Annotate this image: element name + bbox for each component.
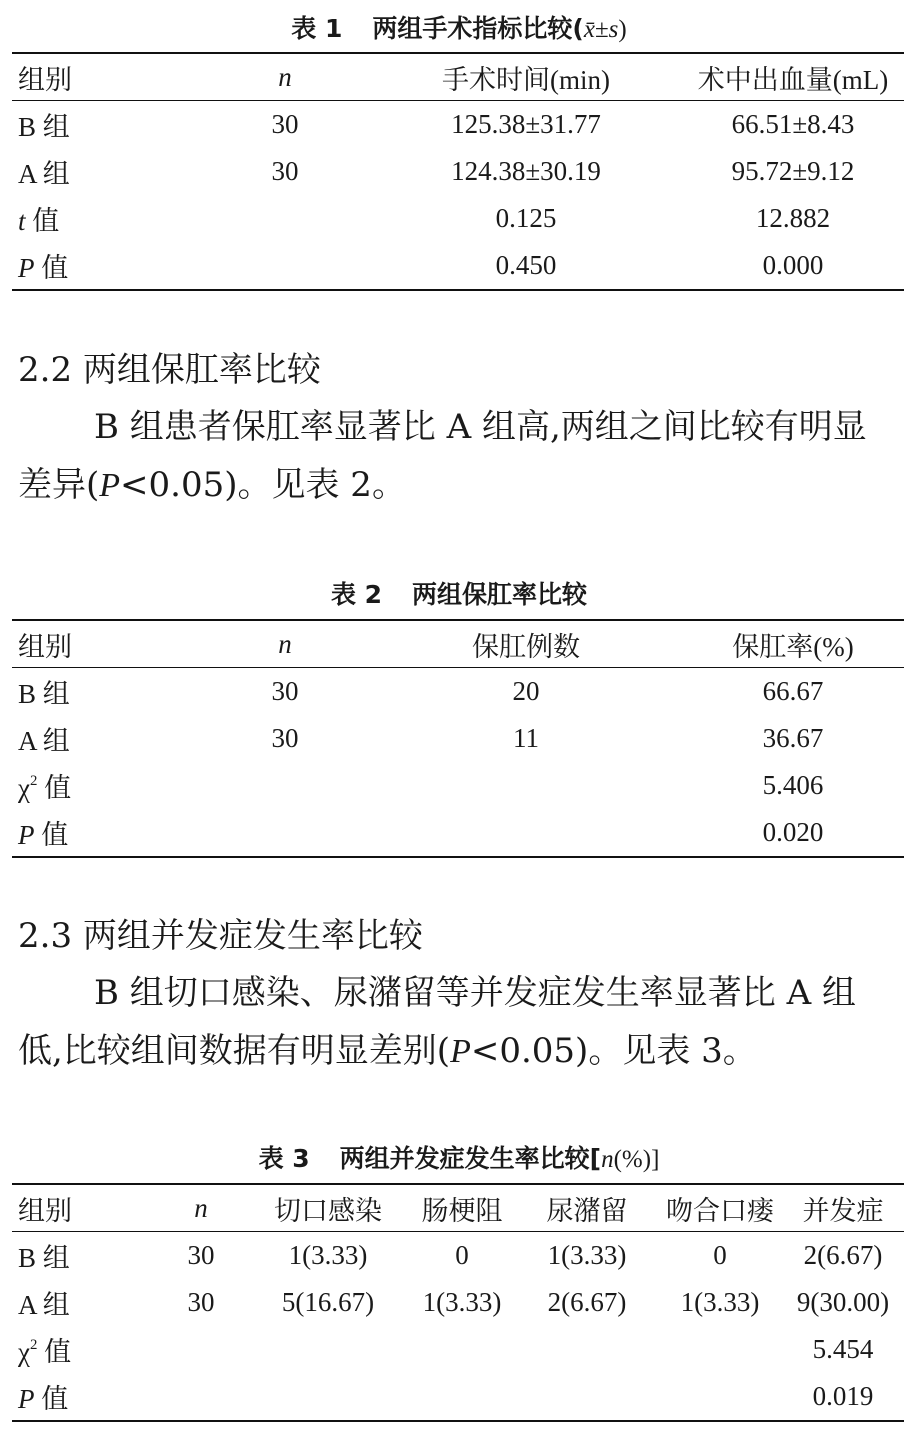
- table1-header-row: [12, 53, 904, 101]
- cell-empty: [370, 762, 682, 809]
- cell-blood: 95.72±9.12: [731, 156, 855, 186]
- table3-header-fistula: 吻合口瘘: [666, 1195, 774, 1226]
- cell-p-blood: 0.000: [762, 250, 824, 280]
- paragraph-text: B 组切口感染、尿潴留等并发症发生率显著比 A 组低,比较组间数据有明显差别(: [18, 973, 856, 1071]
- section-2-3-paragraph: [18, 964, 900, 1081]
- chi-symbol: χ: [18, 1337, 30, 1367]
- table-row: [12, 715, 904, 762]
- value-suffix: 值: [25, 206, 60, 236]
- value-suffix: 值: [37, 1337, 72, 1367]
- cell-empty: [200, 195, 370, 242]
- table1-caption-number: 表 1: [291, 14, 343, 43]
- cell-count: 20: [512, 676, 540, 706]
- row-label: B 组: [18, 679, 70, 709]
- table3-header-total: 并发症: [802, 1195, 884, 1226]
- table3-caption-number: 表 3: [258, 1144, 310, 1173]
- cell-t-time: 0.125: [495, 203, 557, 233]
- cell-empty: [658, 1373, 782, 1421]
- cell-incision: 5(16.67): [281, 1287, 375, 1317]
- t-symbol: t: [18, 206, 26, 236]
- cell-retention: 1(3.33): [547, 1240, 627, 1270]
- table3-header-group: 组别: [18, 1195, 72, 1226]
- table3-header-incision: 切口感染: [274, 1195, 382, 1226]
- table3-header-row: [12, 1184, 904, 1232]
- table2-header-group: 组别: [18, 631, 72, 662]
- table2-header-row: [12, 620, 904, 668]
- table3-header-n: n: [194, 1192, 208, 1223]
- cell-count: 11: [513, 723, 539, 753]
- cell-n: 30: [271, 109, 299, 139]
- row-label: A 组: [18, 159, 70, 189]
- table-row: [12, 668, 904, 716]
- table-row: [12, 101, 904, 149]
- table2-header-count: 保肛例数: [472, 631, 580, 662]
- cell-p-value: 0.020: [762, 817, 824, 847]
- cell-empty: [516, 1326, 658, 1373]
- table-row: [12, 195, 904, 242]
- cell-empty: [200, 809, 370, 857]
- chi-symbol: χ: [18, 773, 30, 803]
- value-suffix: 值: [34, 253, 69, 283]
- cell-chi-value: 5.454: [812, 1334, 874, 1364]
- cell-p-value: 0.019: [812, 1381, 874, 1411]
- table1-header-time: 手术时间(min): [442, 64, 610, 95]
- table2-caption: [0, 580, 918, 610]
- table1-header-group: 组别: [18, 64, 72, 95]
- cell-empty: [516, 1373, 658, 1421]
- cell-empty: [370, 809, 682, 857]
- table-row: [12, 1279, 904, 1326]
- chi-superscript: 2: [29, 1337, 38, 1354]
- table1-caption-title: 两组手术指标比较(: [372, 14, 584, 43]
- table1-header-n: n: [278, 61, 292, 92]
- cell-n: 30: [187, 1240, 215, 1270]
- cell-incision: 1(3.33): [288, 1240, 368, 1270]
- cell-t-blood: 12.882: [755, 203, 831, 233]
- section-2-2-heading: 2.2 两组保肛率比较: [18, 350, 321, 390]
- row-label-p: [12, 809, 200, 857]
- cell-blood: 66.51±8.43: [731, 109, 855, 139]
- table1-caption-close: ): [618, 16, 627, 43]
- cell-n: 30: [271, 676, 299, 706]
- cell-obstruction: 0: [455, 1240, 469, 1270]
- table1-header-blood: 术中出血量(mL): [697, 64, 889, 95]
- cell-total: 9(30.00): [796, 1287, 890, 1317]
- table1-caption-stat: x̄±s: [583, 16, 619, 43]
- cell-time: 124.38±30.19: [451, 156, 601, 186]
- row-label: A 组: [18, 1290, 70, 1320]
- cell-rate: 66.67: [762, 676, 824, 706]
- cell-empty: [248, 1326, 408, 1373]
- table3-caption: [0, 1144, 918, 1175]
- cell-n: 30: [271, 156, 299, 186]
- table2-header-n: n: [278, 628, 292, 659]
- section-2-2-paragraph: [18, 398, 900, 515]
- row-label-chi: [12, 1326, 154, 1373]
- section-2-3-heading: 2.3 两组并发症发生率比较: [18, 916, 423, 956]
- p-symbol: P: [18, 820, 35, 850]
- cell-empty: [154, 1326, 248, 1373]
- paragraph-text: B 组患者保肛率显著比 A 组高,两组之间比较有明显差异(: [18, 407, 867, 505]
- table1-caption: [0, 14, 918, 45]
- table-row: [12, 242, 904, 290]
- cell-empty: [248, 1373, 408, 1421]
- paragraph-text: <0.05)。见表 2。: [120, 465, 406, 505]
- row-label: B 组: [18, 1243, 70, 1273]
- p-symbol: P: [18, 253, 35, 283]
- table-row: [12, 1326, 904, 1373]
- value-suffix: 值: [37, 773, 72, 803]
- paragraph-text: <0.05)。见表 3。: [470, 1031, 757, 1071]
- table2-header-rate: 保肛率(%): [732, 631, 854, 662]
- row-label: A 组: [18, 726, 70, 756]
- cell-chi-value: 5.406: [762, 770, 824, 800]
- cell-empty: [154, 1373, 248, 1421]
- cell-rate: 36.67: [762, 723, 824, 753]
- p-symbol: P: [99, 467, 121, 504]
- table3-header-obstruction: 肠梗阻: [421, 1195, 503, 1226]
- p-symbol: P: [18, 1384, 35, 1414]
- cell-time: 125.38±31.77: [451, 109, 601, 139]
- cell-obstruction: 1(3.33): [422, 1287, 502, 1317]
- cell-empty: [200, 762, 370, 809]
- table-row: [12, 1373, 904, 1421]
- cell-empty: [408, 1373, 516, 1421]
- cell-empty: [408, 1326, 516, 1373]
- cell-total: 2(6.67): [803, 1240, 883, 1270]
- cell-fistula: 0: [713, 1240, 727, 1270]
- row-label: B 组: [18, 112, 70, 142]
- row-label-p: [12, 1373, 154, 1421]
- table3-caption-title: 两组并发症发生率比较[: [339, 1144, 602, 1173]
- table2-caption-number: 表 2: [330, 580, 383, 609]
- table1: [12, 52, 904, 291]
- cell-n: 30: [187, 1287, 215, 1317]
- cell-fistula: 1(3.33): [680, 1287, 760, 1317]
- table-row: [12, 148, 904, 195]
- table-row: [12, 1232, 904, 1280]
- cell-p-time: 0.450: [495, 250, 557, 280]
- row-label-p: [12, 242, 200, 290]
- p-symbol: P: [450, 1033, 471, 1070]
- table3-caption-close: (%)]: [613, 1146, 660, 1173]
- table2-caption-title: 两组保肛率比较: [412, 580, 588, 609]
- row-label-t: [12, 195, 200, 242]
- table-row: [12, 809, 904, 857]
- value-suffix: 值: [34, 1384, 69, 1414]
- row-label-chi: [12, 762, 200, 809]
- value-suffix: 值: [34, 820, 69, 850]
- cell-empty: [200, 242, 370, 290]
- table-row: [12, 762, 904, 809]
- cell-retention: 2(6.67): [547, 1287, 627, 1317]
- cell-empty: [658, 1326, 782, 1373]
- cell-n: 30: [271, 723, 299, 753]
- table2: [12, 619, 904, 858]
- table3-header-retention: 尿潴留: [546, 1195, 628, 1226]
- table3: [12, 1183, 904, 1422]
- table3-caption-n: n: [601, 1146, 614, 1173]
- chi-superscript: 2: [29, 773, 38, 790]
